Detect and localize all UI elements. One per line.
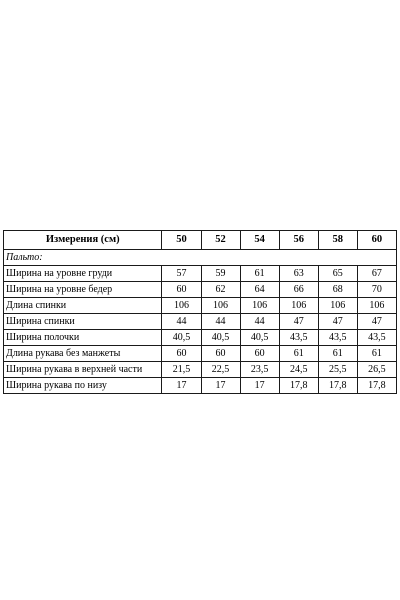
measurement-label-cell: Длина спинки: [4, 298, 162, 314]
measurement-value-cell: 40,5: [162, 330, 201, 346]
measurement-value-cell: 44: [240, 314, 279, 330]
measurement-value-cell: 68: [318, 282, 357, 298]
measurement-value-cell: 61: [357, 346, 396, 362]
measurement-value-cell: 47: [318, 314, 357, 330]
section-label-cell: Пальто:: [4, 250, 397, 266]
measurement-label-cell: Ширина полочки: [4, 330, 162, 346]
measurement-value-cell: 44: [162, 314, 201, 330]
size-header-cell: 56: [279, 231, 318, 250]
measurement-value-cell: 106: [357, 298, 396, 314]
table-row: [4, 298, 397, 314]
measurement-value-cell: 17: [201, 378, 240, 394]
measurement-label-cell: Ширина спинки: [4, 314, 162, 330]
measurement-value-cell: 22,5: [201, 362, 240, 378]
measurement-value-cell: 60: [240, 346, 279, 362]
table-row: [4, 282, 397, 298]
measurement-value-cell: 65: [318, 266, 357, 282]
size-header-cell: 60: [357, 231, 396, 250]
measurement-label-cell: Ширина на уровне бедер: [4, 282, 162, 298]
measurement-value-cell: 61: [279, 346, 318, 362]
measurements-header-cell: Измерения (см): [4, 231, 162, 250]
table-row: [4, 314, 397, 330]
table-row: [4, 378, 397, 394]
size-header-cell: 54: [240, 231, 279, 250]
measurement-value-cell: 70: [357, 282, 396, 298]
measurement-value-cell: 59: [201, 266, 240, 282]
measurement-value-cell: 17,8: [318, 378, 357, 394]
measurement-value-cell: 106: [279, 298, 318, 314]
measurement-value-cell: 61: [318, 346, 357, 362]
measurement-value-cell: 40,5: [240, 330, 279, 346]
measurement-value-cell: 106: [318, 298, 357, 314]
measurement-value-cell: 62: [201, 282, 240, 298]
measurement-label-cell: Ширина на уровне груди: [4, 266, 162, 282]
measurement-value-cell: 106: [240, 298, 279, 314]
measurement-value-cell: 17: [162, 378, 201, 394]
measurement-label-cell: Ширина рукава по низу: [4, 378, 162, 394]
measurement-value-cell: 60: [162, 346, 201, 362]
measurement-value-cell: 24,5: [279, 362, 318, 378]
table-row: [4, 362, 397, 378]
size-header-cell: 52: [201, 231, 240, 250]
size-header-cell: 50: [162, 231, 201, 250]
section-row: [4, 250, 397, 266]
size-header-cell: 58: [318, 231, 357, 250]
measurement-value-cell: 66: [279, 282, 318, 298]
measurement-value-cell: 17,8: [357, 378, 396, 394]
measurement-value-cell: 63: [279, 266, 318, 282]
measurement-value-cell: 61: [240, 266, 279, 282]
measurement-value-cell: 17,8: [279, 378, 318, 394]
table-row: [4, 266, 397, 282]
table-header-row: [4, 231, 397, 250]
measurement-value-cell: 26,5: [357, 362, 396, 378]
measurement-value-cell: 25,5: [318, 362, 357, 378]
measurement-value-cell: 23,5: [240, 362, 279, 378]
measurement-value-cell: 60: [162, 282, 201, 298]
table-row: [4, 346, 397, 362]
measurement-value-cell: 47: [357, 314, 396, 330]
measurement-value-cell: 57: [162, 266, 201, 282]
measurement-value-cell: 60: [201, 346, 240, 362]
measurement-value-cell: 106: [162, 298, 201, 314]
measurement-value-cell: 21,5: [162, 362, 201, 378]
measurement-value-cell: 106: [201, 298, 240, 314]
measurement-rows: [4, 266, 397, 394]
table-row: [4, 330, 397, 346]
measurement-value-cell: 17: [240, 378, 279, 394]
measurement-value-cell: 40,5: [201, 330, 240, 346]
size-chart-table: [3, 230, 397, 394]
measurement-value-cell: 44: [201, 314, 240, 330]
measurement-value-cell: 43,5: [279, 330, 318, 346]
measurement-value-cell: 67: [357, 266, 396, 282]
measurement-value-cell: 43,5: [357, 330, 396, 346]
measurement-value-cell: 47: [279, 314, 318, 330]
measurement-value-cell: 43,5: [318, 330, 357, 346]
measurement-label-cell: Ширина рукава в верхней части: [4, 362, 162, 378]
measurement-value-cell: 64: [240, 282, 279, 298]
measurement-label-cell: Длина рукава без манжеты: [4, 346, 162, 362]
